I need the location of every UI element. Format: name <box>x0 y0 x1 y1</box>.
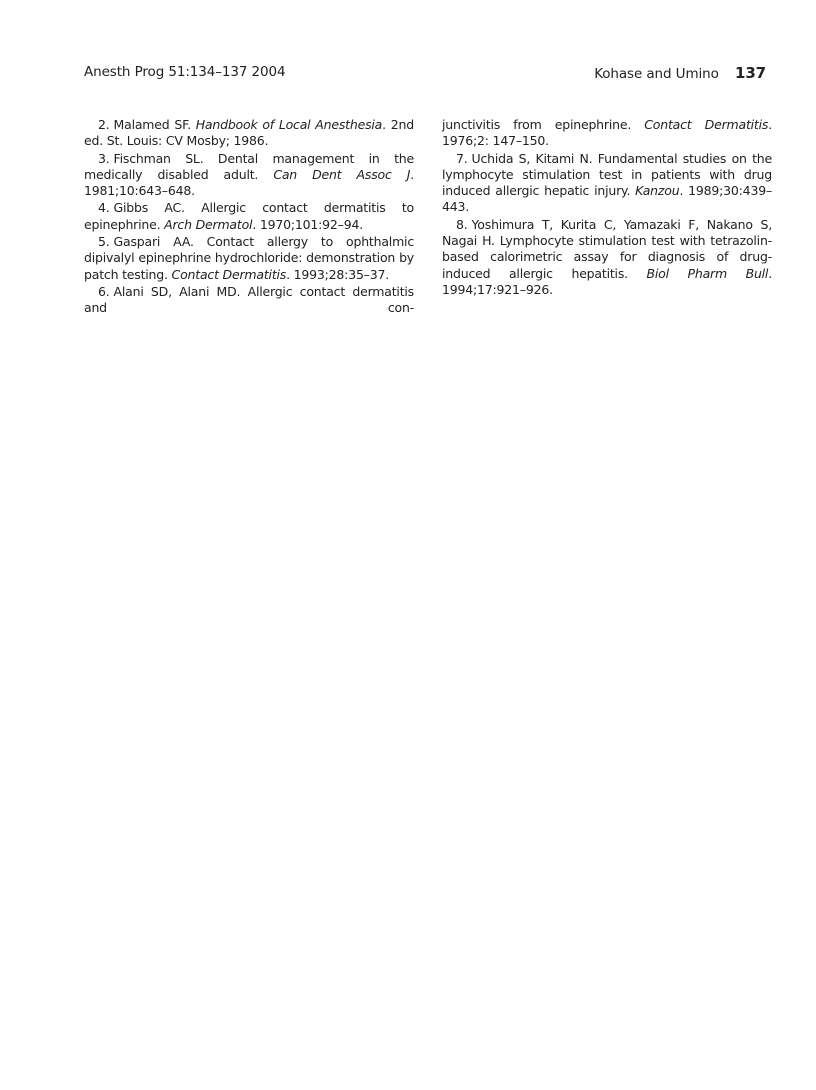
reference-details: . 1976;2: 147–150. <box>442 117 772 149</box>
reference-number: 7. <box>456 150 468 166</box>
reference-text: Malamed SF. <box>113 117 196 132</box>
reference-details: . 1993;28:35–37. <box>286 266 390 282</box>
running-authors: Kohase and Umino <box>594 66 719 82</box>
header-right <box>594 64 766 82</box>
reference-source-title: Handbook of Local Anesthesia <box>195 117 383 132</box>
reference-number: 4. <box>98 200 110 216</box>
reference-details: . 1989;30:439–443. <box>442 183 772 215</box>
reference-source-title: Contact Dermatitis <box>171 266 287 282</box>
reference-number: 5. <box>98 234 110 250</box>
reference-4 <box>84 200 414 233</box>
reference-text: Gibbs AC. Allergic contact dermatitis to epinephrine. <box>84 200 414 232</box>
reference-number: 8. <box>456 216 468 232</box>
running-header <box>84 60 766 82</box>
journal-citation: Anesth Prog 51:134–137 2004 <box>84 64 286 80</box>
reference-text: Alani SD, Alani MD. Allergic contact dermatitis and con- <box>84 283 414 316</box>
reference-5 <box>84 234 414 283</box>
reference-source-title: Biol Pharm Bull <box>646 265 769 281</box>
reference-text: Yoshimura T, Kurita C, Yamazaki F, Nakano S, Nagai H. Lymphocyte stimulation test with tetrazolin-based calorimetric assay for diagnosis of drug-induced allergic hepatitis. <box>442 216 772 281</box>
reference-7 <box>442 151 772 216</box>
reference-source-title: Kanzou <box>635 183 680 199</box>
page-number: 137 <box>734 64 766 82</box>
reference-2 <box>84 117 414 150</box>
reference-number: 2. <box>98 117 110 132</box>
reference-number: 6. <box>98 283 110 299</box>
reference-6 <box>84 284 414 317</box>
reference-text: Uchida S, Kitami N. Fundamental studies on the lymphocyte stimulation test in patients with drug induced allergic hepatic injury. <box>442 150 772 199</box>
reference-number: 3. <box>98 150 110 166</box>
reference-source-title: Contact Dermatitis <box>644 117 769 132</box>
reference-text: Fischman SL. Dental management in the medically disabled adult. <box>84 150 414 182</box>
reference-details: . 1994;17:921–926. <box>442 265 772 297</box>
reference-text: junctivitis from epinephrine. <box>442 117 645 132</box>
reference-source-title: Can Dent Assoc J <box>273 166 411 182</box>
references-column-right <box>442 117 772 299</box>
reference-details: . 2nd ed. St. Louis: CV Mosby; 1986. <box>84 117 414 149</box>
reference-6-continued <box>442 117 772 150</box>
reference-details: . 1970;101:92–94. <box>252 216 363 232</box>
reference-8 <box>442 217 772 298</box>
reference-text: Gaspari AA. Contact allergy to ophthalmic dipivalyl epinephrine hydrochloride: demonstration by patch testing. <box>84 234 414 282</box>
references-column-left <box>84 117 414 318</box>
reference-details: . 1981;10:643–648. <box>84 166 414 199</box>
reference-source-title: Arch Dermatol <box>164 216 253 232</box>
reference-3 <box>84 151 414 200</box>
